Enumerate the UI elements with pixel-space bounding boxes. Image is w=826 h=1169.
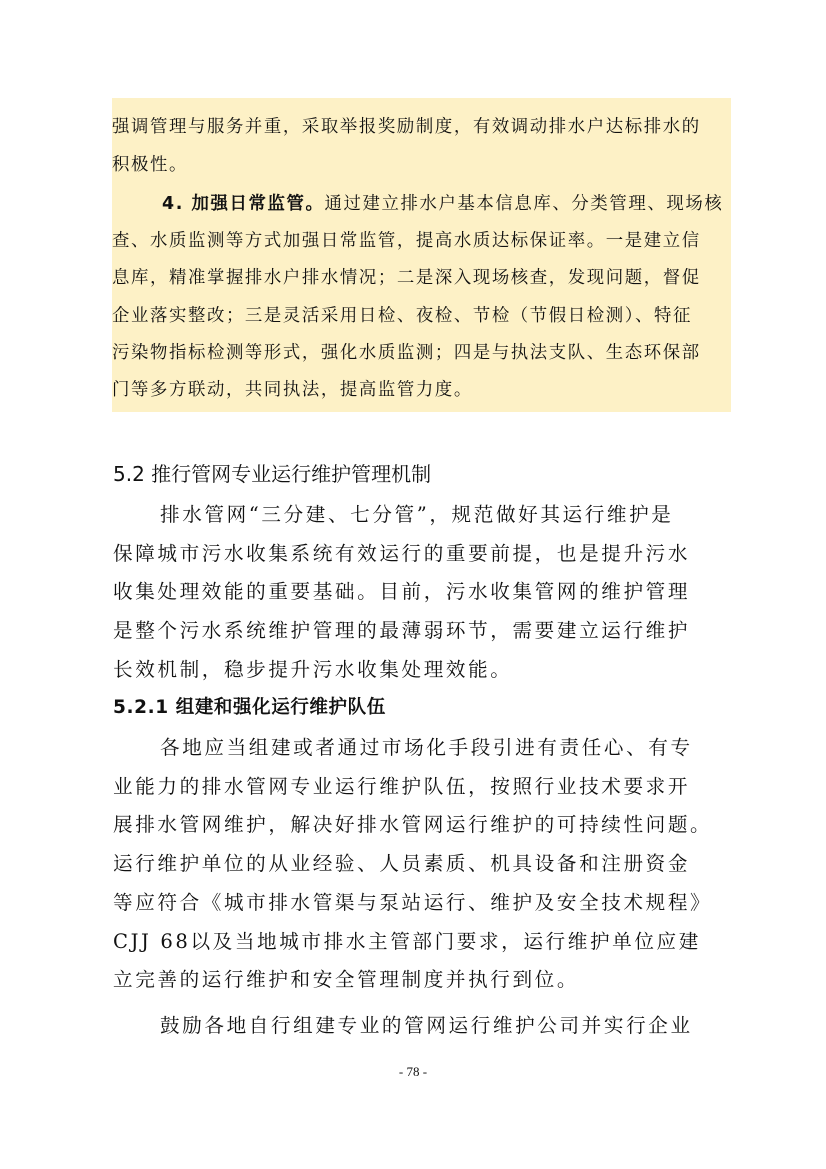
section-5-2-heading: 5.2 推行管网专业运行维护管理机制: [113, 462, 432, 486]
box-line-5: 息库，精准掌握排水户排水情况；二是深入现场核查，发现问题，督促: [112, 268, 701, 288]
box-line-7: 污染物指标检测等形式，强化水质监测；四是与执法支队、生态环保部: [112, 343, 701, 363]
section-5-2-1-heading: 5.2.1 组建和强化运行维护队伍: [113, 697, 386, 718]
box-line-6: 企业落实整改；三是灵活采用日检、夜检、节检（节假日检测）、特征: [112, 306, 693, 326]
box-line-4: 查、水质监测等方式加强日常监管，提高水质达标保证率。一是建立信: [112, 231, 701, 251]
paragraph-line: 保障城市污水收集系统有效运行的重要前提，也是提升污水: [113, 542, 691, 565]
paragraph-line: 各地应当组建或者通过市场化手段引进有责任心、有专: [160, 736, 693, 759]
paragraph-line: 是整个污水系统维护管理的最薄弱环节，需要建立运行维护: [113, 619, 691, 642]
highlight-box: [112, 98, 731, 412]
paragraph-line: 排水管网“三分建、七分管”，规范做好其运行维护是: [160, 503, 674, 526]
paragraph-line: 长效机制，稳步提升污水收集处理效能。: [113, 658, 513, 681]
paragraph-line: 业能力的排水管网专业运行维护队伍，按照行业技术要求开: [113, 775, 691, 798]
paragraph-line: 展排水管网维护，解决好排水管网运行维护的可持续性问题。: [113, 813, 713, 836]
box-line-2: 积极性。: [112, 155, 188, 175]
box-line-1: 强调管理与服务并重，采取举报奖励制度，有效调动排水户达标排水的: [112, 117, 701, 137]
paragraph-line: 等应符合《城市排水管渠与泵站运行、维护及安全技术规程》: [113, 891, 713, 914]
paragraph-line: 运行维护单位的从业经验、人员素质、机具设备和注册资金: [113, 852, 691, 875]
page-number: - 78 -: [398, 1064, 428, 1079]
box-line-8: 门等多方联动，共同执法，提高监管力度。: [112, 380, 473, 400]
item-4-heading: 4. 加强日常监管。: [162, 194, 325, 214]
item-4-text: 通过建立排水户基本信息库、分类管理、现场核: [324, 194, 724, 214]
paragraph-line: 立完善的运行维护和安全管理制度并执行到位。: [113, 968, 580, 991]
paragraph-line: 收集处理效能的重要基础。目前，污水收集管网的维护管理: [113, 580, 691, 603]
paragraph-line: 鼓励各地自行组建专业的管网运行维护公司并实行企业: [160, 1014, 693, 1037]
paragraph-line: CJJ 68以及当地城市排水主管部门要求，运行维护单位应建: [113, 930, 701, 953]
box-line-3: [162, 189, 723, 214]
